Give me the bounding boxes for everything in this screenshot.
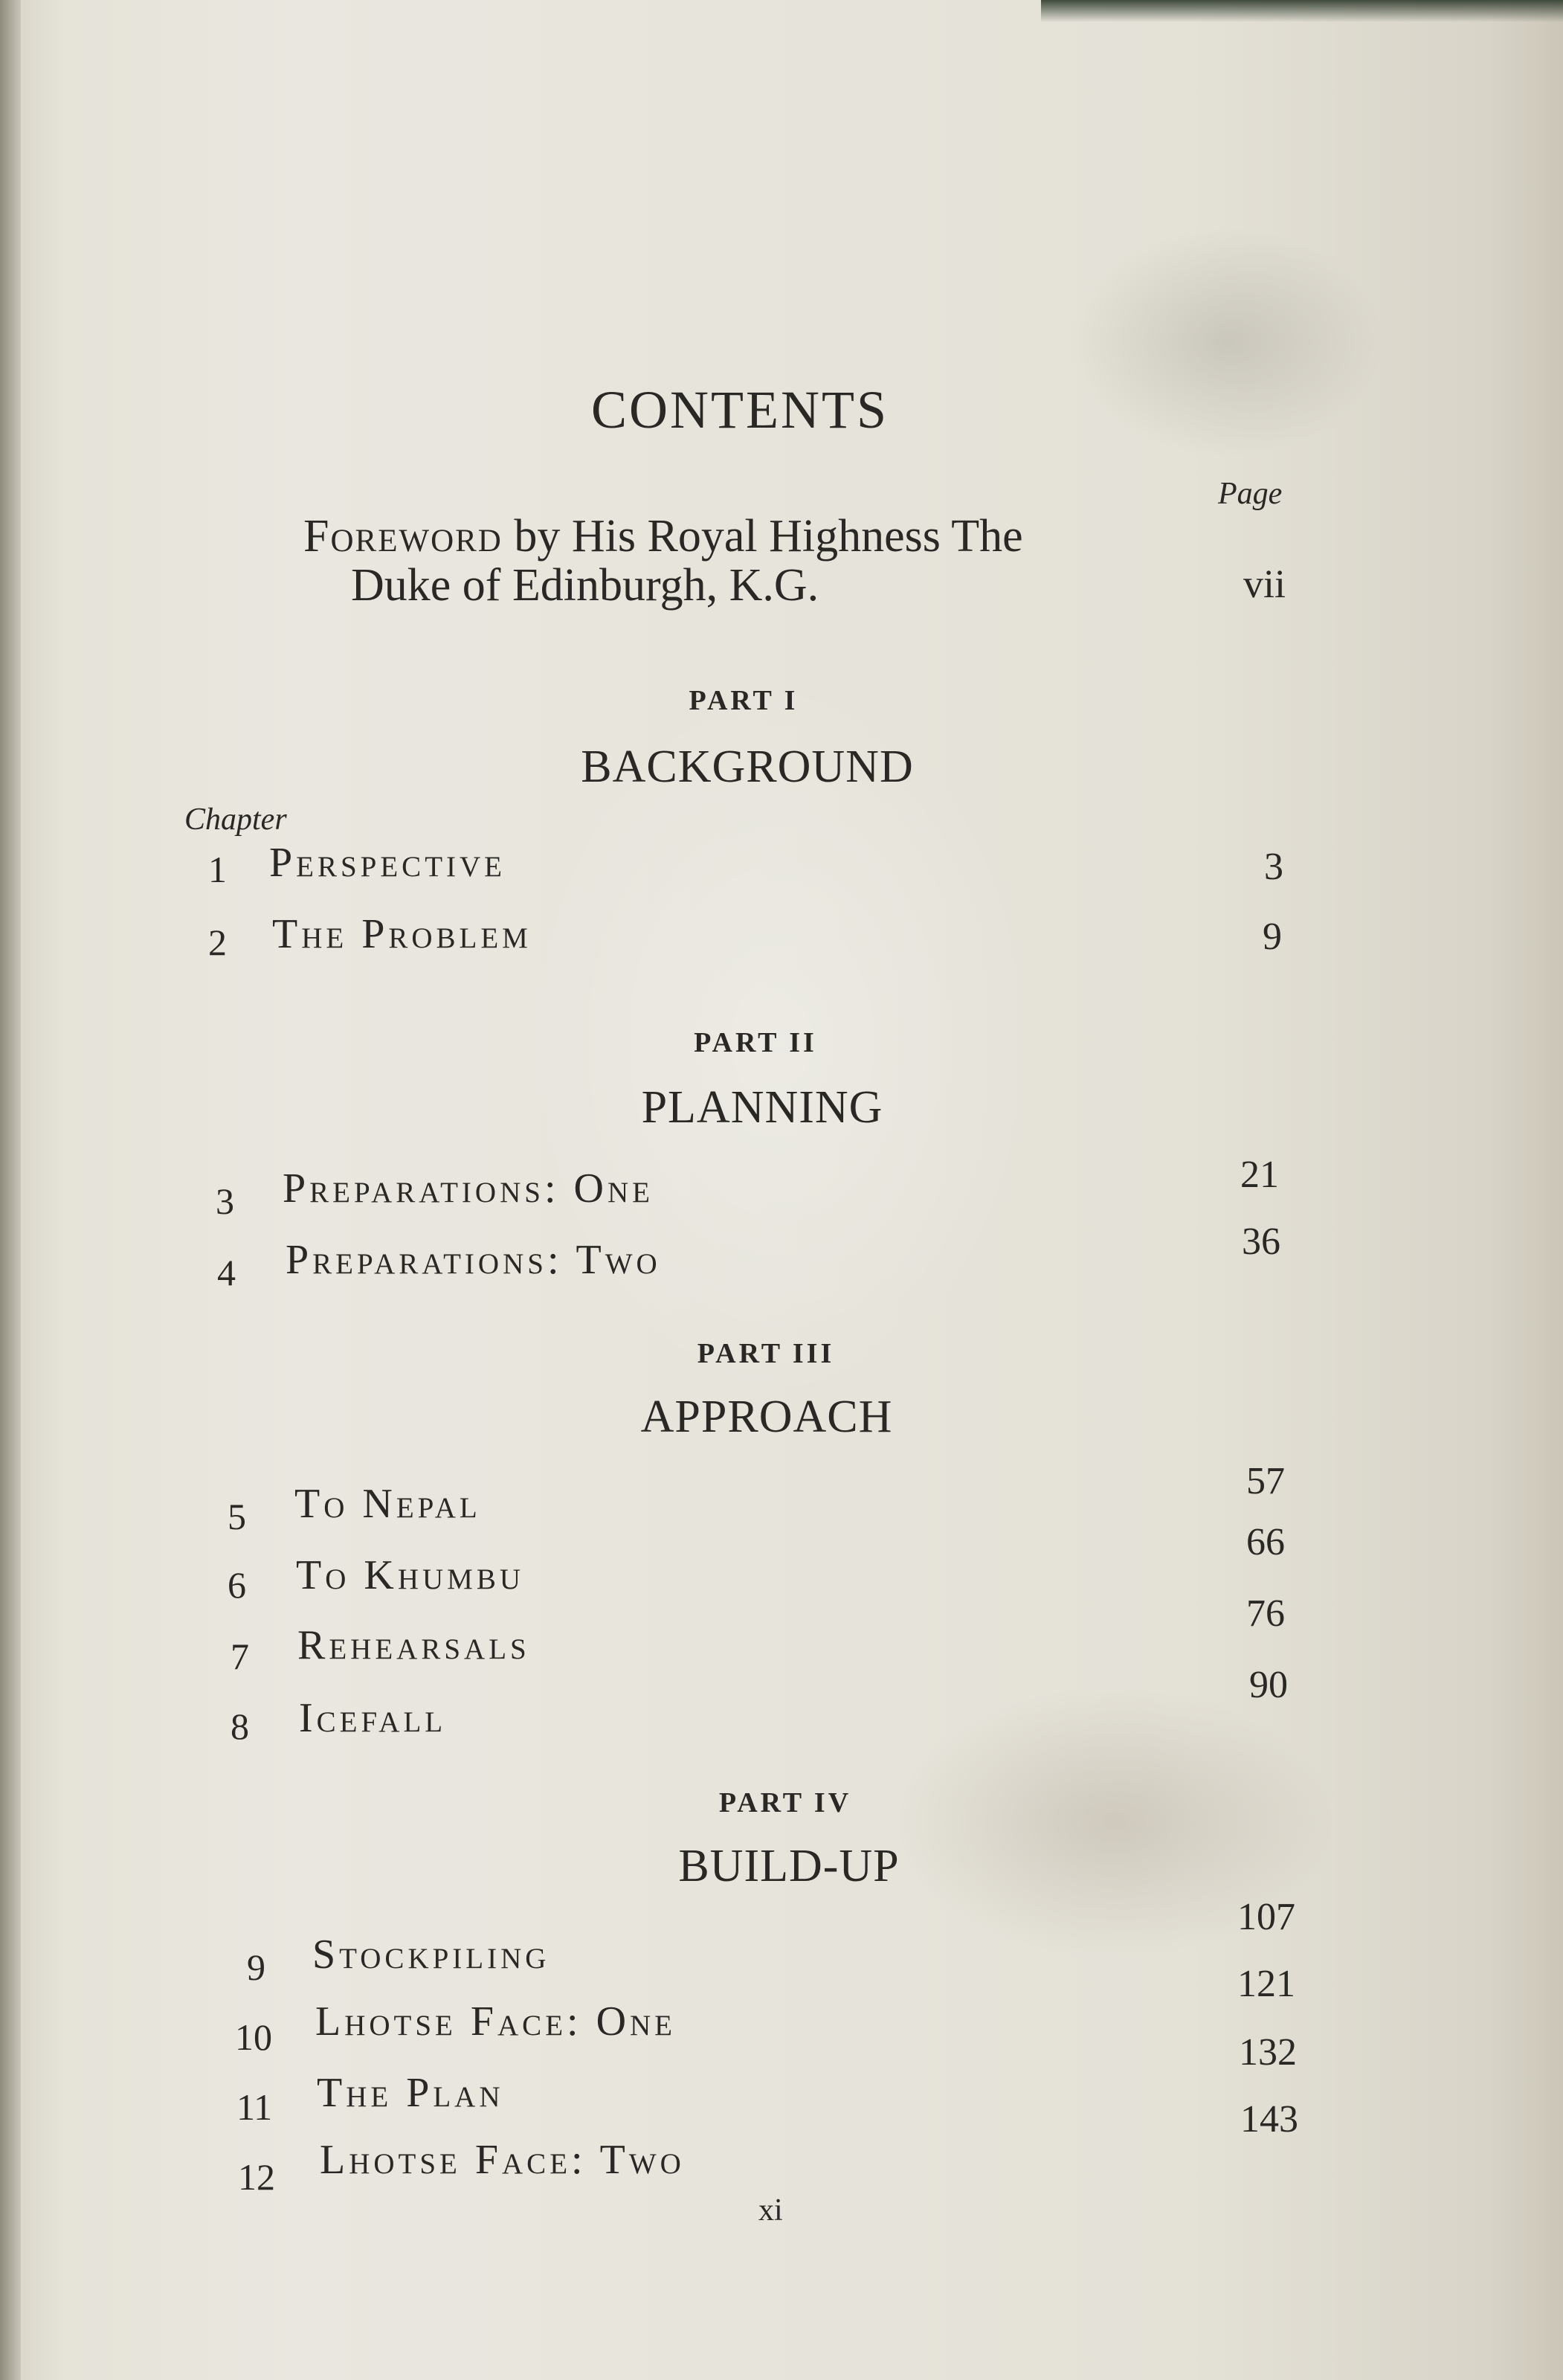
- chapter-column-heading: Chapter: [184, 803, 287, 837]
- page-column-heading: Page: [1218, 477, 1283, 511]
- part-4-label: PART IV: [718, 1787, 852, 1818]
- chapter-8-number: 8: [231, 1705, 249, 1747]
- background-surface: [1041, 0, 1563, 22]
- part-3-label: PART III: [697, 1338, 835, 1369]
- chapter-3-number: 3: [216, 1180, 234, 1222]
- chapter-10-number: 10: [235, 2016, 272, 2058]
- chapter-12-page: 143: [1240, 2098, 1298, 2141]
- chapter-6-number: 6: [228, 1564, 246, 1606]
- part-2-title: PLANNING: [641, 1082, 883, 1133]
- chapter-6-title: To Khumbu: [296, 1552, 524, 1598]
- chapter-10-page: 121: [1237, 1963, 1295, 2005]
- part-4-title: BUILD-UP: [678, 1841, 900, 1891]
- foreword-entry-line-2: Duke of Edinburgh, K.G.: [351, 560, 819, 611]
- chapter-4-title: Preparations: Two: [286, 1237, 661, 1283]
- chapter-12-number: 12: [238, 2156, 275, 2198]
- foreword-line-1-rest: by His Royal Highness The: [502, 511, 1023, 562]
- chapter-6-page: 66: [1246, 1521, 1285, 1563]
- chapter-9-page: 107: [1237, 1896, 1295, 1938]
- chapter-9-number: 9: [247, 1946, 265, 1988]
- contents-title: CONTENTS: [591, 380, 889, 440]
- chapter-5-number: 5: [228, 1496, 246, 1537]
- chapter-5-page: 57: [1246, 1460, 1285, 1502]
- chapter-7-number: 7: [231, 1636, 249, 1677]
- chapter-4-page: 36: [1242, 1220, 1280, 1263]
- chapter-8-page: 90: [1249, 1664, 1288, 1706]
- part-3-title: APPROACH: [640, 1392, 893, 1442]
- chapter-3-page: 21: [1240, 1154, 1279, 1196]
- foreword-page-number: vii: [1243, 562, 1286, 606]
- page-folio: xi: [758, 2193, 783, 2228]
- part-1-label: PART I: [689, 685, 799, 716]
- chapter-2-number: 2: [208, 922, 227, 963]
- chapter-1-number: 1: [208, 849, 227, 890]
- part-1-title: BACKGROUND: [581, 742, 914, 792]
- chapter-11-page: 132: [1239, 2031, 1297, 2074]
- chapter-2-page: 9: [1263, 916, 1282, 958]
- chapter-3-title: Preparations: One: [283, 1165, 654, 1212]
- part-2-label: PART II: [694, 1027, 817, 1058]
- chapter-12-title: Lhotse Face: Two: [320, 2137, 685, 2183]
- chapter-11-number: 11: [236, 2086, 273, 2128]
- chapter-5-title: To Nepal: [294, 1481, 481, 1527]
- chapter-1-page: 3: [1264, 846, 1283, 888]
- chapter-9-title: Stockpiling: [312, 1932, 550, 1978]
- chapter-2-title: The Problem: [272, 911, 532, 957]
- chapter-7-page: 76: [1246, 1592, 1285, 1635]
- foreword-lead: Foreword: [303, 511, 503, 562]
- chapter-1-title: Perspective: [269, 840, 506, 886]
- page-edge-shadow: [0, 0, 21, 2380]
- chapter-10-title: Lhotse Face: One: [315, 1998, 677, 2045]
- foreword-entry-line-1: [303, 510, 1023, 563]
- chapter-11-title: The Plan: [317, 2070, 504, 2116]
- chapter-8-title: Icefall: [299, 1695, 447, 1741]
- chapter-4-number: 4: [217, 1252, 236, 1293]
- chapter-7-title: Rehearsals: [297, 1622, 530, 1668]
